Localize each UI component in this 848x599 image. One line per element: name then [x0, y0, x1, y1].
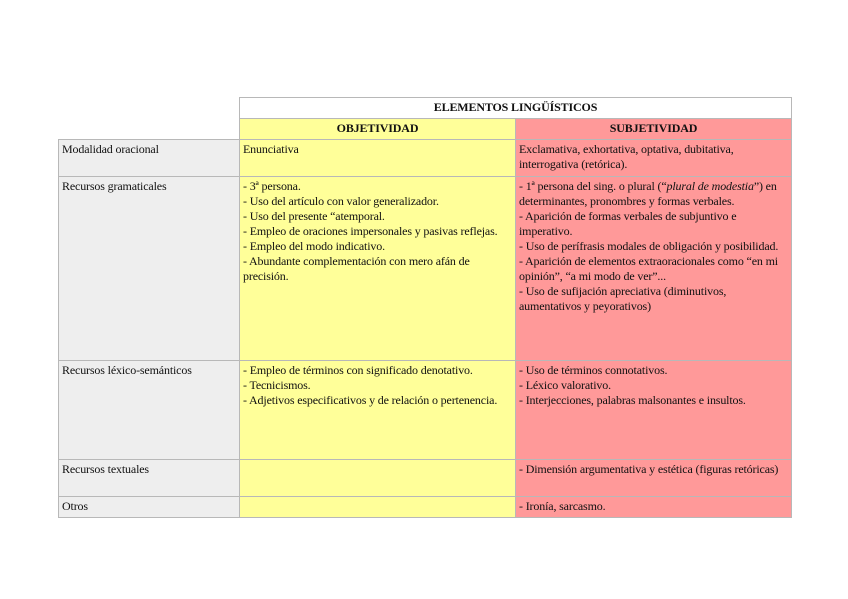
empty-corner-cell: [59, 119, 240, 140]
list-item: - Uso de términos connotativos.: [519, 363, 668, 377]
row-label-otros: Otros: [59, 497, 240, 518]
list-item: - Uso de sufijación apreciativa (diminutivos, aumentativos y peyorativos): [519, 284, 727, 313]
cell-otros-subjetividad: - Ironía, sarcasmo.: [516, 497, 792, 518]
list-item: - 3ª persona.: [243, 179, 301, 193]
cell-modalidad-subjetividad: Exclamativa, exhortativa, optativa, dubitativa, interrogativa (retórica).: [516, 140, 792, 177]
table-title: ELEMENTOS LINGÜÍSTICOS: [240, 98, 792, 119]
table-row: [59, 177, 792, 361]
list-item: - Empleo de términos con significado denotativo.: [243, 363, 473, 377]
cell-modalidad-objetividad: Enunciativa: [240, 140, 516, 177]
list-item: - Uso del artículo con valor generalizador.: [243, 194, 439, 208]
table-row: [59, 140, 792, 177]
row-label-textuales: Recursos textuales: [59, 460, 240, 497]
table-row: [59, 460, 792, 497]
list-item: - Adjetivos especificativos y de relación o pertenencia.: [243, 393, 498, 407]
cell-lexico-subjetividad: [516, 361, 792, 460]
list-item-text: - 1ª persona del sing. o plural (“: [519, 179, 667, 193]
table-row: [59, 361, 792, 460]
column-header-objetividad: OBJETIVIDAD: [240, 119, 516, 140]
list-item-text: ”) en determinantes, pronombres y formas verbales.: [519, 179, 777, 208]
table-row: [59, 497, 792, 518]
cell-textuales-objetividad: [240, 460, 516, 497]
list-item: - Aparición de elementos extraoracionales como “en mi opinión”, “a mi modo de ver”...: [519, 254, 778, 283]
column-header-row: [59, 119, 792, 140]
list-item: - Tecnicismos.: [243, 378, 311, 392]
cell-textuales-subjetividad: - Dimensión argumentativa y estética (figuras retóricas): [516, 460, 792, 497]
list-item: - Aparición de formas verbales de subjuntivo e imperativo.: [519, 209, 737, 238]
column-header-subjetividad: SUBJETIVIDAD: [516, 119, 792, 140]
list-item: - Uso del presente “atemporal.: [243, 209, 385, 223]
empty-corner-cell: [59, 98, 240, 119]
list-item: - Uso de perífrasis modales de obligación y posibilidad.: [519, 239, 779, 253]
row-label-lexico: Recursos léxico-semánticos: [59, 361, 240, 460]
cell-gramaticales-objetividad: [240, 177, 516, 361]
cell-otros-objetividad: [240, 497, 516, 518]
list-item: [519, 179, 788, 209]
linguistic-elements-table: [58, 97, 792, 518]
list-item: - Interjecciones, palabras malsonantes e insultos.: [519, 393, 746, 407]
cell-lexico-objetividad: [240, 361, 516, 460]
list-item: - Empleo del modo indicativo.: [243, 239, 385, 253]
cell-gramaticales-subjetividad: [516, 177, 792, 361]
row-label-modalidad: Modalidad oracional: [59, 140, 240, 177]
list-item: - Abundante complementación con mero afán de precisión.: [243, 254, 470, 283]
table-header-row: [59, 98, 792, 119]
italic-term: plural de modestia: [666, 179, 754, 193]
list-item: - Léxico valorativo.: [519, 378, 611, 392]
list-item: - Empleo de oraciones impersonales y pasivas reflejas.: [243, 224, 498, 238]
row-label-gramaticales: Recursos gramaticales: [59, 177, 240, 361]
